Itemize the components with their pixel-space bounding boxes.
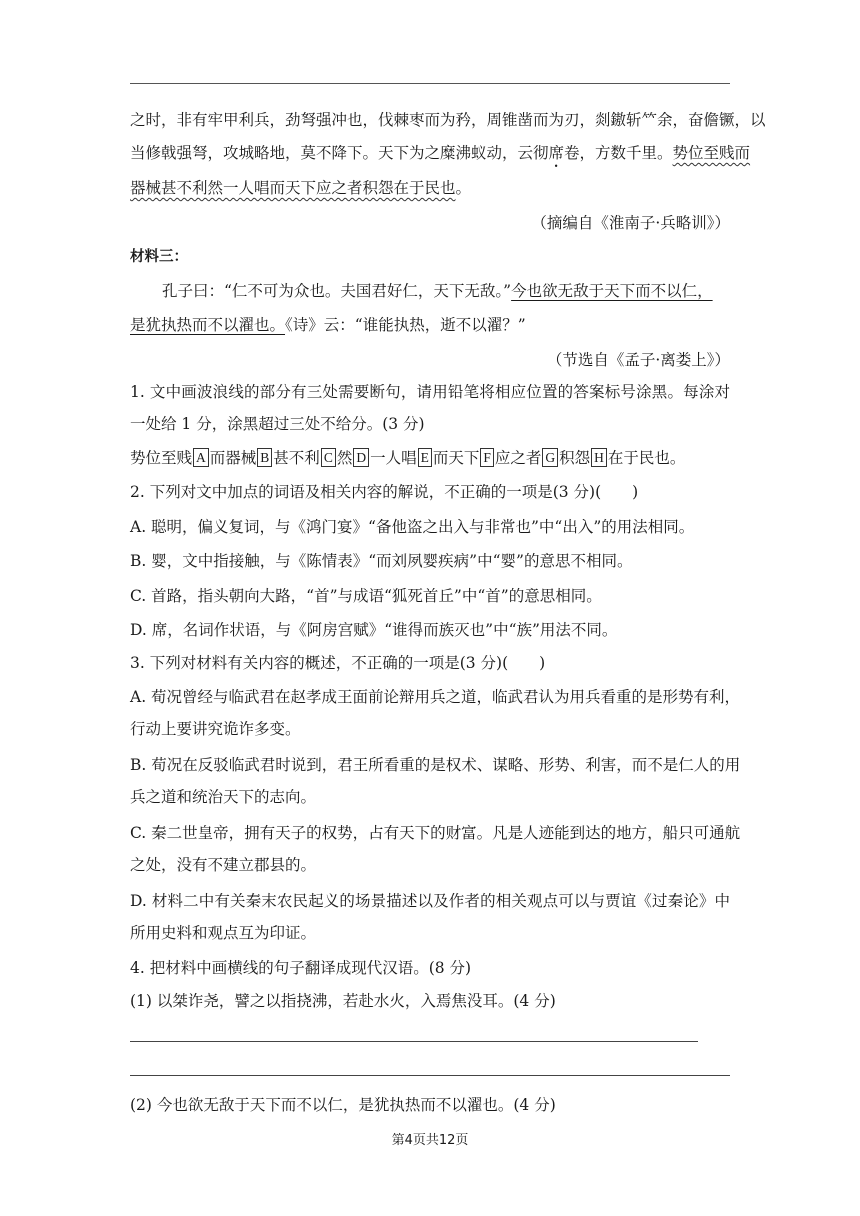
passage-line-3: 器械甚不利然一人唱而天下应之者积怨在于民也。 xyxy=(130,179,472,197)
material-3-line-1: 孔子曰：“仁不可为众也。夫国君好仁，天下无敌。”今也欲无敌于天下而不以仁， xyxy=(162,282,713,300)
q3-option-c-line-1: C. 秦二世皇帝，拥有天子的权势，占有天下的财富。凡是人迹能到达的地方，船只可通航 xyxy=(130,824,741,842)
wavy-underlined-text: 势位至贱而 xyxy=(672,144,751,162)
material-3-heading: 材料三： xyxy=(130,249,188,265)
q3-option-c-line-2: 之处，没有不建立郡县的。 xyxy=(130,856,317,874)
q3-option-b-line-2: 兵之道和统治天下的志向。 xyxy=(130,788,317,806)
passage-line-2: 当修戟强弩，攻城略地，莫不降下。天下为之糜沸蚁动，云彻席卷，方数千里。势位至贱而 xyxy=(130,144,751,162)
answer-box-d[interactable]: D xyxy=(353,448,369,467)
q3-option-b-line-1: B. 荀况在反驳临武君时说到，君王所看重的是权术、谋略、形势、利害，而不是仁人的用 xyxy=(130,756,741,774)
q1-answer-options: 势位至贱 A 而器械 B 甚不利 C 然 D 一人唱 E 而天下 F 应之者 G 积怨 H 在于民也。 xyxy=(130,449,686,467)
answer-box-c[interactable]: C xyxy=(321,448,336,467)
q2-option-c: C. 首路，指头朝向大路，“首”与成语“狐死首丘”中“首”的意思相同。 xyxy=(130,587,602,605)
wavy-underlined-text: 器械甚不利然一人唱而天下应之者积怨在于民也 xyxy=(130,179,456,197)
q2-stem: 2. 下列对文中加点的词语及相关内容的解说，不正确的一项是(3 分)( ) xyxy=(130,483,639,501)
q4-sub-2: (2) 今也欲无敌于天下而不以仁，是犹执热而不以濯也。(4 分) xyxy=(130,1096,556,1114)
q3-option-a-line-2: 行动上要讲究诡诈多变。 xyxy=(130,720,301,738)
answer-box-e[interactable]: E xyxy=(418,448,432,467)
q3-option-d-line-2: 所用史料和观点互为印证。 xyxy=(130,924,317,942)
q4-stem: 4. 把材料中画横线的句子翻译成现代汉语。(8 分) xyxy=(130,959,472,977)
header-rule xyxy=(130,83,730,84)
answer-box-g[interactable]: G xyxy=(542,448,558,467)
source-citation-1: （摘编自《淮南子·兵略训》） xyxy=(531,214,730,232)
material-3-line-2: 是犹执热而不以濯也。《诗》云：“谁能执热，逝不以濯？” xyxy=(130,316,526,334)
q1-stem-line-1: 1. 文中画波浪线的部分有三处需要断句，请用铅笔将相应位置的答案标号涂黑。每涂对 xyxy=(130,383,730,401)
q3-option-a-line-1: A. 荀况曾经与临武君在赵孝成王面前论辩用兵之道，临武君认为用兵看重的是形势有利， xyxy=(130,688,741,706)
q1-stem-line-2: 一处给 1 分，涂黑超过三处不给分。(3 分) xyxy=(130,415,425,433)
q2-option-d: D. 席，名词作状语，与《阿房宫赋》“谁得而族灭也”中“族”用法不同。 xyxy=(130,621,618,639)
answer-box-a[interactable]: A xyxy=(193,448,209,467)
underlined-text: 是犹执热而不以濯也。 xyxy=(130,316,286,334)
source-citation-2: （节选自《孟子·离娄上》） xyxy=(546,351,730,369)
q3-stem: 3. 下列对材料有关内容的概述，不正确的一项是(3 分)( ) xyxy=(130,654,546,672)
answer-line-2[interactable] xyxy=(130,1075,730,1076)
q2-option-b: B. 婴，文中指接触，与《陈情表》“而刘夙婴疾病”中“婴”的意思不相同。 xyxy=(130,552,633,570)
q2-option-a: A. 聪明，偏义复词，与《鸿门宴》“备他盗之出入与非常也”中“出入”的用法相同。 xyxy=(130,518,695,536)
answer-box-b[interactable]: B xyxy=(257,448,272,467)
page-number: 第4页共12页 xyxy=(391,1133,469,1148)
dotted-word: 席 xyxy=(548,144,565,162)
answer-box-f[interactable]: F xyxy=(480,448,494,467)
answer-line-1[interactable] xyxy=(130,1041,698,1042)
q3-option-d-line-1: D. 材料二中有关秦末农民起义的场景描述以及作者的相关观点可以与贾谊《过秦论》中 xyxy=(130,892,730,910)
passage-line-1: 之时，非有牢甲利兵，劲弩强冲也，伐棘枣而为矜，周锥凿而为刃，剡𨫼斩𥫗余，奋儋镢，以 xyxy=(130,111,766,129)
q4-sub-1: (1) 以桀诈尧，譬之以指挠沸，若赴水火，入焉焦没耳。(4 分) xyxy=(130,992,556,1010)
underlined-text: 今也欲无敌于天下而不以仁， xyxy=(511,282,713,300)
answer-box-h[interactable]: H xyxy=(591,448,607,467)
